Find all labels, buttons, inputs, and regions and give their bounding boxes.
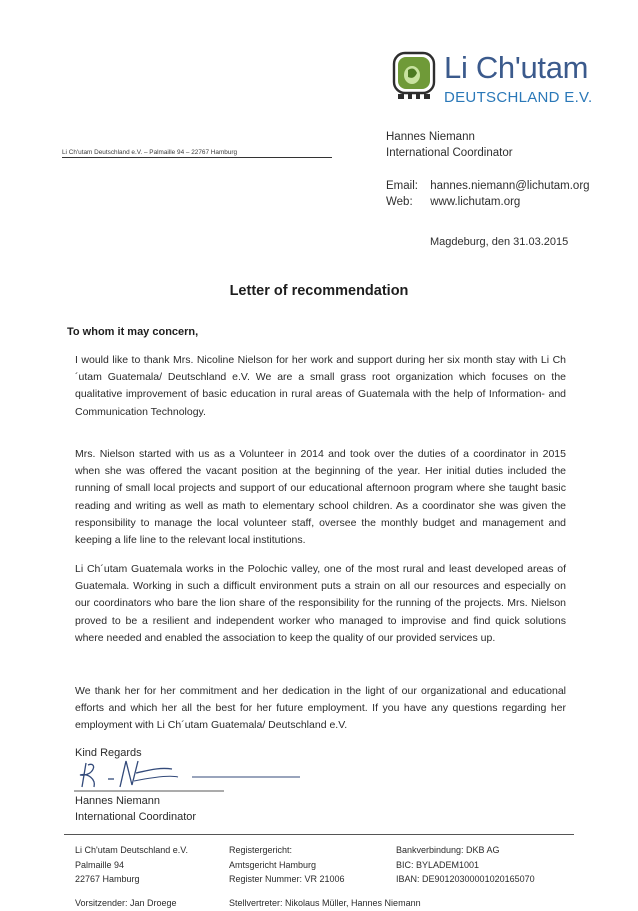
footer-line: IBAN: DE90120300001020165070 [396,874,535,884]
footer-line: Register Nummer: VR 21006 [229,874,345,884]
footer-line: Palmaille 94 [75,859,125,870]
body-paragraph: We thank her for her commitment and her dedication in the light of our organizational and educational efforts and which her all the best for her future employment. If you have any questions regarding her employment with Li Ch´utam Guatemala/ Deutschland e.V. [75,685,566,732]
closing-regards: Kind Regards [75,747,142,759]
salutation: To whom it may concern, [67,326,199,338]
footer-deputy: Stellvertreter: Nikolaus Müller, Hannes Niemann [229,898,421,908]
body-paragraph: Mrs. Nielson started with us as a Volunteer in 2014 and took over the duties of a coordinator in 2015 when she was offered the vacant position at the beginning of the year. Her initial duties included the running of small local projects and support of our educational afternoon program where she taught basic reading and writing as well as math to elementary school children. As a coordinator she was given the responsibility to manage the local volunteer staff, oversee the monthly budget and management and keeping a life line to the relevant local institutions. [75,448,566,547]
letter-title: Letter of recommendation [229,283,409,299]
footer-line: Li Ch'utam Deutschland e.V. [75,845,188,855]
footer-address [75,843,188,887]
web-link[interactable]: www.lichutam.org [430,196,521,208]
footer-line: Bankverbindung: DKB AG [396,845,500,855]
web-label: Web: [386,196,413,208]
body-paragraph: Li Ch´utam Guatemala works in the Polochic valley, one of the most rural and least developed areas of Guatemala. Working in such a difficult environment puts a strain on all our resources and especially on our coordinators who bare the lion share of the responsibility for the running of the projects. Mrs. Nielson proved to be a resilient and independent worker who managed to improvise and find quick solutions where needed and enabled the association to keep the quality of our provided services up. [75,563,566,644]
letter-date: Magdeburg, den 31.03.2015 [430,236,569,248]
sender-address-line: Li Ch'utam Deutschland e.V. – Palmaille 94 – 22767 Hamburg [62,149,332,158]
signer-name: Hannes Niemann [75,795,160,807]
footer-chair: Vorsitzender: Jan Droege [75,898,177,908]
email-label: Email: [386,180,418,192]
org-logo-icon [388,50,440,102]
email-link[interactable]: hannes.niemann@lichutam.org [430,180,590,192]
body-paragraph: I would like to thank Mrs. Nicoline Nielson for her work and support during her six month stay with Li Ch´utam Guatemala/ Deutschland e.V. We are a small grass root organization which focuses on the qualitative improvement of basic education in rural areas of Guatemala with the help of Information- and Communication Technology. [75,354,566,418]
org-subtitle: DEUTSCHLAND E.V. [444,89,593,106]
footer-line: 22767 Hamburg [75,874,140,884]
footer-line: Amtsgericht Hamburg [229,859,317,870]
footer-divider [64,834,574,835]
contact-email-row [386,180,590,192]
footer-register [229,843,345,887]
contact-name: Hannes Niemann [386,131,475,143]
signer-role: International Coordinator [75,811,197,823]
footer-bank [396,843,535,887]
signature-icon [74,757,304,793]
footer-line: Registergericht: [229,845,293,855]
contact-role: International Coordinator [386,147,513,159]
footer-line: BIC: BYLADEM1001 [396,859,480,870]
contact-web-row [386,196,520,208]
org-name: Li Ch'utam [444,50,589,85]
